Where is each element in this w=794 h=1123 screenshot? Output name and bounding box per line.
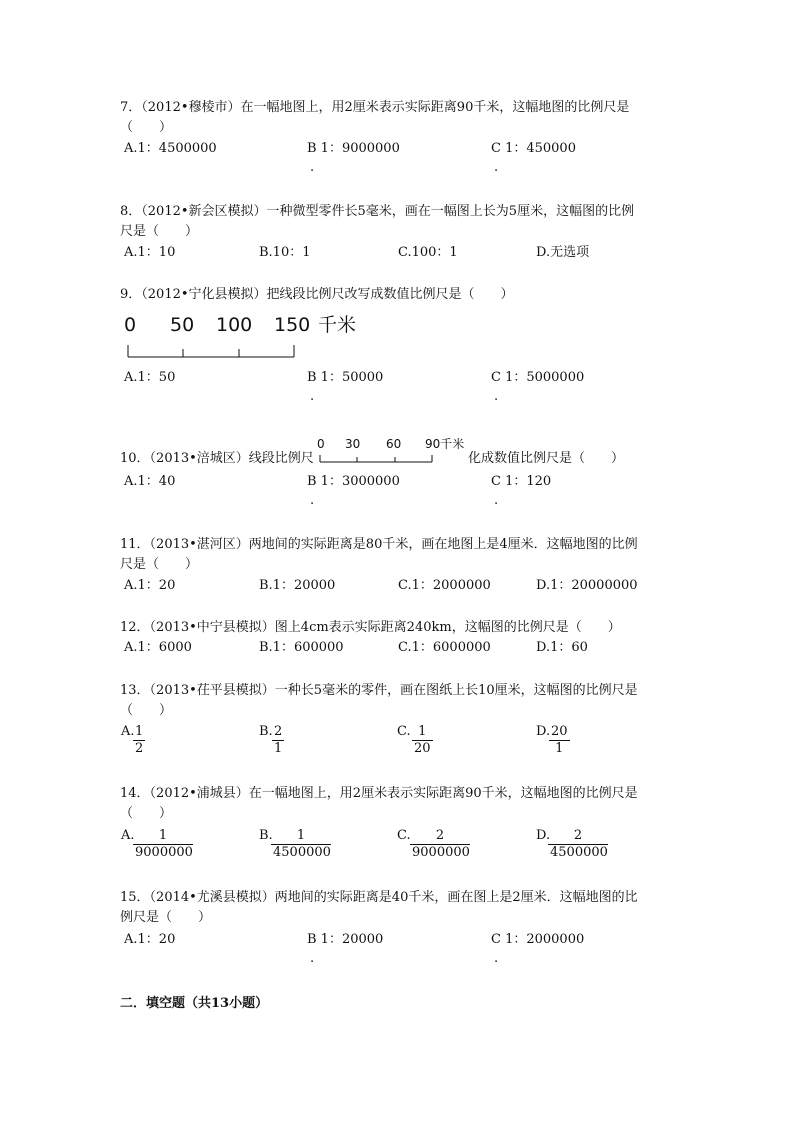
q13-stem: 13．（2013•茌平县模拟）一种长5毫米的零件，画在图纸上长10厘米，这幅图的比例尺是 (120, 683, 638, 698)
q14-option-a-numerator: 1 (133, 828, 193, 845)
q10-option-c-dot: . (494, 493, 499, 508)
q14-option-b-denominator: 4500000 (273, 845, 331, 860)
q15-option-c[interactable]: C 1：2000000 (491, 932, 585, 947)
q11-option-b[interactable]: B.1：20000 (259, 578, 336, 593)
q14-option-a-label: A. (121, 828, 135, 843)
q9-scale-label-0: 0 (124, 314, 137, 336)
q11-option-c[interactable]: C.1：2000000 (398, 578, 491, 593)
q14-option-d-label: D. (536, 828, 551, 843)
q9-option-a[interactable]: A.1：50 (124, 370, 176, 385)
q13-option-b-numerator: 2 (274, 724, 283, 739)
q9-option-c[interactable]: C 1：5000000 (491, 370, 585, 385)
q14-option-c-denominator: 9000000 (412, 845, 470, 860)
q10-stem-post: 化成数值比例尺是（ ） (468, 451, 625, 466)
q10-option-c[interactable]: C 1：120 (491, 474, 552, 489)
q13-option-a-label: A. (121, 724, 135, 739)
q13-option-d-fraction (549, 724, 570, 757)
q15-option-b-dot: . (310, 951, 315, 966)
q12-option-b[interactable]: B.1：600000 (259, 640, 344, 655)
q9-scale-label-100: 100 (216, 314, 253, 336)
q14-option-c-fraction (410, 828, 470, 861)
q12-option-a[interactable]: A.1：6000 (124, 640, 192, 655)
q10-scale-label-unit: 90千米 (425, 437, 465, 451)
q9-scale-label-unit: 千米 (318, 314, 357, 336)
q14-option-c-label: C. (397, 828, 411, 843)
q13-option-d-numerator: 20 (551, 724, 568, 739)
q13-option-a-fraction (133, 724, 145, 757)
q10-stem-pre: 10．（2013•涪城区）线段比例尺 (120, 451, 314, 466)
q15-stem-continued: 例尺是（ ） (120, 910, 212, 925)
q13-option-c-label: C. (397, 724, 411, 739)
q11-stem: 11．（2013•湛河区）两地间的实际距离是80千米，画在地图上是4厘米．这幅地图的比例 (120, 537, 638, 552)
q13-option-d-denominator: 1 (555, 741, 564, 756)
q14-option-a-denominator: 9000000 (135, 845, 193, 860)
q9-stem: 9．（2012•宁化县模拟）把线段比例尺改写成数值比例尺是（ ） (120, 287, 514, 302)
q9-option-b[interactable]: B 1：50000 (307, 370, 384, 385)
q13-option-d-label: D. (536, 724, 551, 739)
q9-option-c-dot: . (494, 389, 499, 404)
q9-scale-label-50: 50 (170, 314, 195, 336)
q8-option-c[interactable]: C.100：1 (398, 245, 458, 260)
q15-option-b[interactable]: B 1：20000 (307, 932, 384, 947)
q13-option-b-label: B. (259, 724, 273, 739)
q8-option-a[interactable]: A.1：10 (124, 245, 176, 260)
q10-scale-bar (318, 453, 438, 465)
q7-option-c[interactable]: C 1：450000 (491, 141, 576, 156)
q10-option-b-dot: . (310, 493, 315, 508)
q9-scale-bar (124, 340, 300, 360)
q8-option-b[interactable]: B.10：1 (259, 245, 311, 260)
q7-option-c-dot: . (494, 160, 499, 175)
q10-option-a[interactable]: A.1：40 (124, 474, 176, 489)
q14-option-b-numerator: 1 (271, 828, 331, 845)
q15-option-c-dot: . (494, 951, 499, 966)
q13-answer-paren: （ ） (120, 703, 173, 718)
q10-scale-label-30: 30 (345, 437, 361, 451)
q9-option-b-dot: . (310, 389, 315, 404)
q9-scale-label-150: 150 (274, 314, 311, 336)
q13-option-c-fraction (412, 724, 433, 757)
q13-option-b-fraction (272, 724, 284, 757)
q14-stem: 14．（2012•浦城县）在一幅地图上，用2厘米表示实际距离90千米，这幅地图的比例尺是 (120, 786, 638, 801)
q7-option-a[interactable]: A.1：4500000 (124, 141, 217, 156)
q11-stem-continued: 尺是（ ） (120, 557, 199, 572)
q7-option-b-dot: . (310, 160, 315, 175)
q7-answer-paren: （ ） (120, 120, 173, 135)
q13-option-a-denominator: 2 (135, 741, 144, 756)
q10-option-b[interactable]: B 1：3000000 (307, 474, 400, 489)
q15-stem: 15．（2014•尤溪县模拟）两地间的实际距离是40千米，画在图上是2厘米．这幅地图的比 (120, 890, 638, 905)
q7-stem: 7．（2012•穆棱市）在一幅地图上，用2厘米表示实际距离90千米，这幅地图的比例尺是 (120, 100, 630, 115)
q14-option-d-denominator: 4500000 (550, 845, 608, 860)
q8-option-d[interactable]: D.无选项 (536, 245, 590, 260)
q14-option-b-fraction (271, 828, 331, 861)
q8-stem-continued: 尺是（ ） (120, 224, 199, 239)
q14-option-b-label: B. (259, 828, 273, 843)
q13-option-b-denominator: 1 (274, 741, 283, 756)
q14-answer-paren: （ ） (120, 806, 173, 821)
q8-stem: 8．（2012•新会区模拟）一种微型零件长5毫米，画在一幅图上长为5厘米，这幅图的比例 (120, 204, 635, 219)
q13-option-c-numerator: 1 (412, 724, 433, 741)
q12-stem: 12．（2013•中宁县模拟）图上4cm表示实际距离240km，这幅图的比例尺是（ ） (120, 620, 621, 635)
section-heading-fill-in: 二．填空题（共13小题） (120, 996, 269, 1011)
q11-option-a[interactable]: A.1：20 (124, 578, 176, 593)
q14-option-d-numerator: 2 (548, 828, 608, 845)
q15-option-a[interactable]: A.1：20 (124, 932, 176, 947)
q13-option-c-denominator: 20 (414, 741, 431, 756)
q12-option-d[interactable]: D.1：60 (536, 640, 588, 655)
q14-option-c-numerator: 2 (410, 828, 470, 845)
q7-option-b[interactable]: B 1：9000000 (307, 141, 400, 156)
q10-scale-label-0: 0 (317, 437, 325, 451)
q14-option-d-fraction (548, 828, 608, 861)
q11-option-d[interactable]: D.1：20000000 (536, 578, 638, 593)
q14-option-a-fraction (133, 828, 193, 861)
q13-option-a-numerator: 1 (135, 724, 144, 739)
q10-scale-label-60: 60 (386, 437, 402, 451)
q12-option-c[interactable]: C.1：6000000 (398, 640, 491, 655)
